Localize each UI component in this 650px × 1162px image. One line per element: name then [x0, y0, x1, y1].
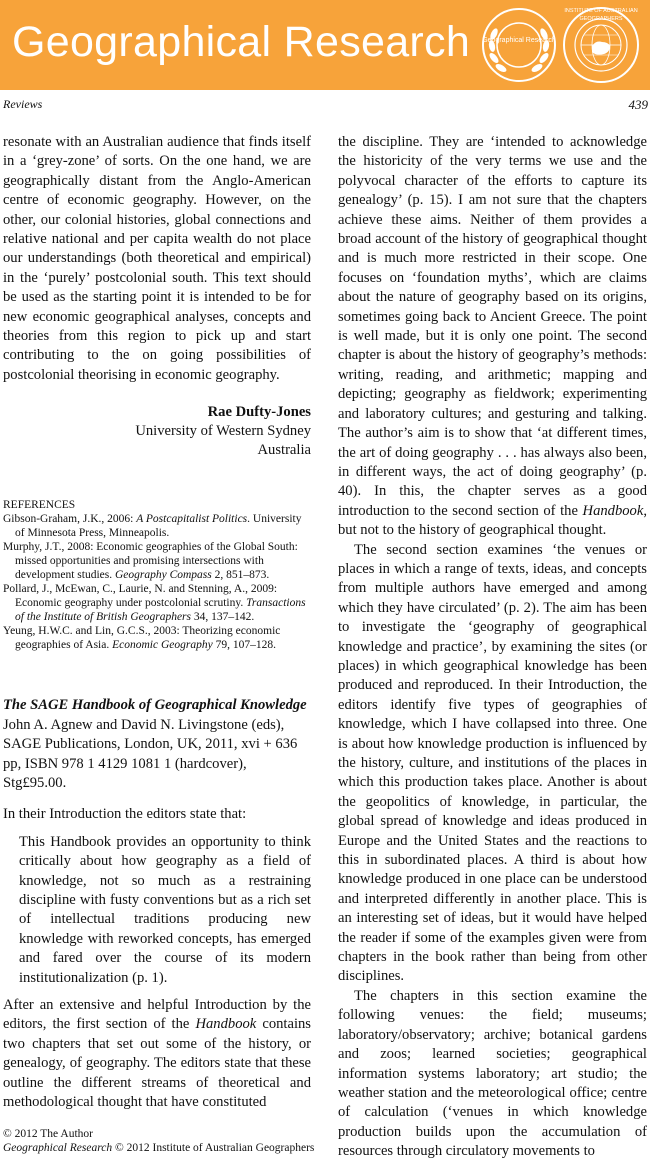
- reviewer-affiliation: University of Western Sydney: [135, 423, 311, 440]
- reference-item: Yeung, H.W.C. and Lin, G.C.S., 2003: Theorizing economic geographies of Asia. Economic Geography 79, 107–128.: [3, 625, 281, 652]
- reviewer-name: Rae Dufty-Jones: [207, 404, 311, 421]
- body-paragraph: the discipline. They are ‘intended to acknowledge the historicity of the very terms we use and the polyvocal character of the efforts to capture its genealogy’ (p. 15). I am not sure that the chapters achieve these aims. Neither of them provides a broad account of the history of geographical thought and is much more restricted in their scope. One focuses on ‘foundation myths’, which are claims about the nature of geography based on its origins, sometimes going back to Ancient Greece. The point is well made, but it is only one point. The second chapter is about the history of geography’s methods: writing, reading, and arithmetic; mapping and depicting; geography as fieldwork; experimenting and laboratory cultures; and gesturing and talking. The author’s aim is to show that ‘at different times, the art of doing geography . . . has always also been, in different ways, the act of doing geography’ (p. 40). In this, the chapter serves as a good introduction to the second section of the Handbook, but not to the history of geographical thought.: [338, 134, 647, 539]
- body-paragraph: The chapters in this section examine the following venues: the field; museums; laboratory/observatory; archive; botanical gardens and zoos; learned societies; geographical information systems laboratory; art studio; the weather station and the meteorological office; centre of calculation (‘venues in which knowledge production builds upon the accumulation of resources through circulatory movements to: [338, 987, 647, 1160]
- block-quote: This Handbook provides an opportunity to think critically about how geography as a field of knowledge, not so much as a restraining discipline with fusty conventions but as a rich set of intellectual traditions producing new knowledge with reworked concepts, has emerged and fared over the course of its modern institutionalization (p. 1).: [19, 833, 311, 986]
- reviewer-signature: [3, 403, 311, 460]
- review-book-details: John A. Agnew and David N. Livingstone (eds), SAGE Publications, London, UK, 2011, xvi + 636 pp, ISBN 978 1 4129 1081 1 (hardcover), Stg£95.00.: [3, 716, 298, 791]
- institute-seal-logo: [562, 6, 640, 84]
- seal-left-text: Geographical Research: [482, 37, 556, 44]
- right-column: [338, 133, 647, 1162]
- intro-line: In their Introduction the editors state that:: [3, 806, 247, 823]
- section-name: Reviews: [3, 97, 43, 111]
- laurel-seal-icon: [480, 6, 558, 84]
- continued-paragraph: resonate with an Australian audience that finds itself in a ‘grey-zone’ of sorts. On the one hand, we are geographically distant from the Anglo-American centre of economic geography. However, on the other, our colonial histories, global connections and relative national and per capita wealth do not place our understandings (both theoretical and empirical) in the ‘purely’ postcolonial south. This text should be used as the starting point it is intended to be for new economic geographical analyses, concepts and theories from this region to pick up and start contributing to the on going possibilities of postcolonial theorising in economic geography.: [3, 134, 311, 383]
- copyright-author: © 2012 The Author: [3, 1128, 93, 1140]
- running-head: [3, 97, 648, 113]
- body-paragraph: After an extensive and helpful Introduction by the editors, the first section of the Handbook contains two chapters that set out some of the history, or genealogy, of geography. The editors state that these outline the different streams of theoretical and methodological thought that have constituted: [3, 996, 311, 1110]
- reviewer-country: Australia: [257, 442, 311, 459]
- seal-right-text: INSTITUTE OF AUSTRALIAN GEOGRAPHERS: [564, 8, 638, 22]
- journal-banner: [0, 0, 650, 90]
- copyright-footer: [3, 1128, 314, 1155]
- body-paragraph: The second section examines ‘the venues or places in which a range of texts, ideas, and concepts from multiple authors have emerged and among which they have circulated’ (p. 2). The aim has been to investigate the ‘geography of geographical knowledge and practice’, by examining the sites (or places) in which geographical knowledge has been produced and reproduced. In their Introduction, the editors identify five types of geographies of knowledge, which I have collapsed into three. One is about how knowledge production is influenced by the history, culture, and institutions of the places in which this production takes place. Another is about the geopolitics of knowledge, in particular, the global spread of knowledge and ideas produced in Europe and the United States and the reactions to this in subordinated places. A third is about how knowledge produced in one place can be understood and interpreted differently in another place. This is an interesting set of ideas, but it would have helped the reader if some of the examples given were from chapters in the book rather than being from other disciplines.: [338, 541, 647, 985]
- journal-title: Geographical Research: [12, 18, 471, 66]
- journal-seal-logo: [480, 6, 558, 84]
- reference-item: Murphy, J.T., 2008: Economic geographies of the Global South: missed opportunities and promising intersections with development studies. Geography Compass 2, 851–873.: [3, 541, 298, 582]
- reference-item: Gibson-Graham, J.K., 2006: A Postcapitalist Politics. University of Minnesota Press, Minneapolis.: [3, 513, 302, 540]
- review-book-title: The SAGE Handbook of Geographical Knowledge: [3, 697, 307, 714]
- reference-list: [3, 512, 311, 652]
- page-number: 439: [628, 97, 648, 112]
- reference-item: Pollard, J., McEwan, C., Laurie, N. and Stenning, A., 2009: Economic geography under postcolonial scrutiny. Transactions of the Institute of British Geographers 34, 137–142.: [3, 583, 306, 624]
- references-heading: REFERENCES: [3, 499, 76, 512]
- copyright-institute: Geographical Research © 2012 Institute of Australian Geographers: [3, 1141, 315, 1154]
- left-column: [3, 133, 311, 1112]
